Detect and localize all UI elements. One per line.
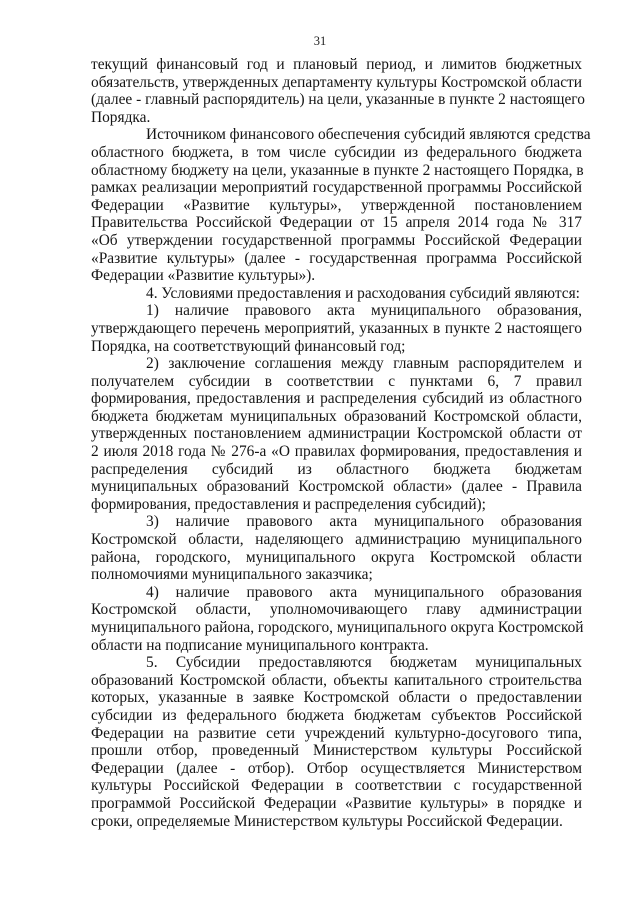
text-line: образований Костромской области, объекты капитального строительства (91, 671, 582, 689)
paragraph-funding-source (91, 126, 591, 285)
text-line: формирования, предоставления и распределения субсидий из областного (91, 390, 582, 408)
page-number: 31 (313, 34, 327, 48)
text-line: обязательств, утвержденных департаменту культуры Костромской области (91, 73, 582, 91)
paragraph-budget-obligations (91, 56, 585, 126)
text-line: Правительства Российской Федерации от 15 апреля 2014 года № 317 (91, 214, 582, 232)
text-line: Федерации (далее - отбор). Отбор осуществляется Министерством (91, 759, 582, 777)
text-line: прошли отбор, проведенный Министерством культуры Российской (91, 742, 582, 760)
text-line: 2) заключение соглашения между главным распорядителем и (146, 355, 582, 373)
text-line: (далее - главный распорядитель) на цели, указанные в пункте 2 настоящего (91, 91, 585, 109)
text-line: полномочиями муниципального заказчика; (91, 566, 373, 584)
text-line: 3) наличие правового акта муниципального образования (146, 513, 582, 531)
paragraph-subsidy-provision (91, 654, 582, 830)
text-line: получателем субсидии в соответствии с пунктами 6, 7 правил (91, 372, 582, 390)
text-line: муниципального района, городского, муниципального округа Костромской (91, 619, 584, 636)
text-line: Костромской области, уполномочивающего главу администрации (91, 601, 582, 619)
text-line: муниципальных образований Костромской области» (далее - Правила (91, 478, 582, 496)
text-line: культуры Российской Федерации в соответствии с государственной (91, 777, 582, 795)
text-line: Федерации «Развитие культуры», утвержденной постановлением (91, 196, 582, 214)
text-line: областному бюджету на цели, указанные в пункте 2 настоящего Порядка, в (91, 161, 584, 179)
paragraph-condition-4 (91, 584, 582, 654)
text-line: областного бюджета, в том числе субсидии из федерального бюджета (91, 143, 582, 161)
text-line: Источником финансового обеспечения субсидий являются средства (146, 126, 591, 144)
text-line: рамках реализации мероприятий государственной программы Российской (91, 179, 582, 197)
text-line: Порядка. (91, 108, 151, 126)
text-line: сроки, определяемые Министерством культуры Российской Федерации. (91, 812, 563, 830)
paragraph-conditions-heading (91, 285, 582, 303)
text-line: «Развитие культуры» (далее - государственная программа Российской (91, 249, 582, 267)
text-line: области на подписание муниципального контракта. (91, 636, 429, 654)
text-line: 4) наличие правового акта муниципального образования (146, 583, 582, 601)
paragraph-condition-2 (91, 355, 582, 513)
text-line: Федерации «Развитие культуры»). (91, 267, 316, 285)
text-line: которых, указанные в заявке Костромской области о предоставлении (91, 689, 582, 707)
text-line: текущий финансовый год и плановый период, и лимитов бюджетных (91, 56, 582, 73)
text-line: района, городского, муниципального округа Костромской области (91, 548, 582, 566)
text-line: программой Российской Федерации «Развитие культуры» в порядке и (91, 794, 582, 812)
text-line: распределения субсидий из областного бюджета бюджетам (91, 460, 582, 478)
text-line: утвержденных постановлением администрации Костромской области от (91, 425, 582, 443)
document-body (91, 56, 591, 830)
text-line: 1) наличие правового акта муниципального образования, (146, 302, 582, 320)
paragraph-condition-1 (91, 302, 582, 355)
text-line: Порядка, на соответствующий финансовый год; (91, 337, 406, 355)
text-line: бюджета бюджетам муниципальных образований Костромской области, (91, 407, 582, 425)
text-line: субсидии из федерального бюджета бюджетам субъектов Российской (91, 706, 582, 724)
text-line: 2 июля 2018 года № 276-а «О правилах формирования, предоставления и (91, 443, 582, 461)
text-line: формирования, предоставления и распределения субсидий); (91, 495, 486, 513)
text-line: 5. Субсидии предоставляются бюджетам муниципальных (146, 654, 582, 672)
text-line: Федерации на развитие сети учреждений культурно-досугового типа, (91, 724, 582, 742)
text-line: Костромской области, наделяющего администрацию муниципального (91, 531, 582, 549)
text-line: «Об утверждении государственной программы Российской Федерации (91, 231, 582, 249)
paragraph-condition-3 (91, 513, 582, 583)
text-line: 4. Условиями предоставления и расходования субсидий являются: (146, 284, 580, 302)
text-line: утверждающего перечень мероприятий, указанных в пункте 2 настоящего (91, 319, 582, 337)
